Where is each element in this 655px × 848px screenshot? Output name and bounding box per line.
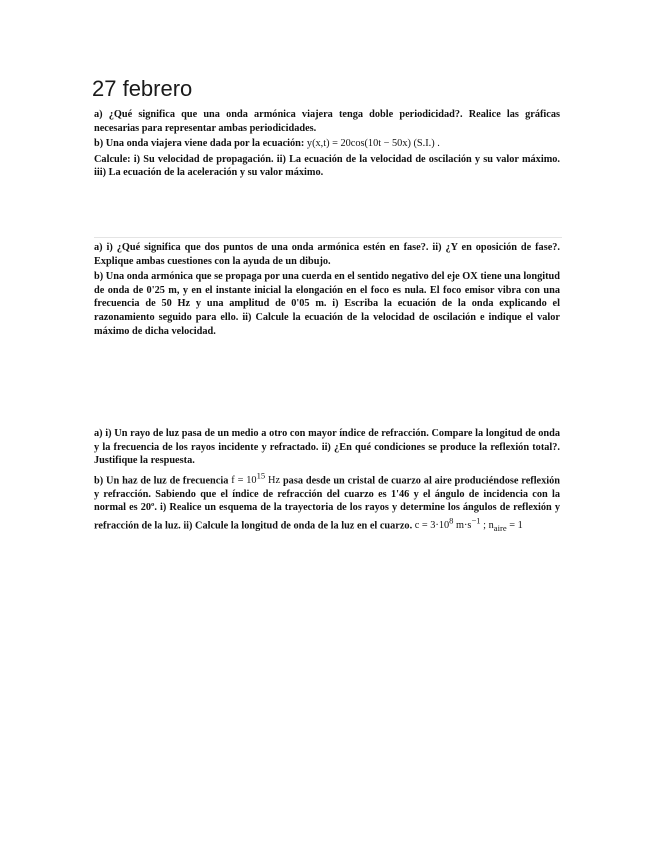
refractive-index-value: = 1 (506, 520, 523, 532)
question-1-part-c: Calcule: i) Su velocidad de propagación. ii) La ecuación de la velocidad de oscilación y su valor máximo. iii) La ecuación de la aceleración y su valor máximo. (94, 153, 560, 179)
speed-of-light-unit-exponent: −1 (471, 515, 481, 526)
si-units-note: (S.I.) . (413, 138, 440, 150)
question-3-part-b (94, 470, 560, 536)
speed-of-light-unit: m·s (453, 520, 472, 532)
question-3 (94, 427, 560, 538)
divider-1 (94, 237, 562, 238)
question-1 (94, 108, 560, 182)
frequency-exponent: 15 (256, 470, 266, 481)
question-2-part-a: a) i) ¿Qué significa que dos puntos de una onda armónica estén en fase?. ii) ¿Y en oposición de fase?. Explique ambas cuestiones con la ayuda de un dibujo. (94, 242, 560, 267)
question-1-part-b (94, 137, 560, 151)
speed-of-light: c = 3·10 (414, 520, 450, 532)
question-3-part-b-text-2: pasa desde un cristal de cuarzo al aire produciéndose reflexión y refracción. Sabiendo que el índice de refracción del cuarzo es 1'46 y el ángulo de incidencia con la normal es 20º. i) Realice un esquema de la trayectoria de los rayos y determine los ángulos de reflexión y refracción de la luz. ii) Calcule la longitud de onda de la luz en el cuarzo. (94, 475, 561, 532)
question-2-part-b: b) Una onda armónica que se propaga por una cuerda en el sentido negativo del eje OX tiene una longitud de onda de 0'25 m, y en el instante inicial la elongación en el foco es nula. El foco emisor vibra con una frecuencia de 50 Hz y una amplitud de 0'05 m. i) Escriba la ecuación de la onda explicando el razonamiento seguido para ello. ii) Calcule la ecuación de la velocidad de oscilación e indique el valor máximo de dicha velocidad. (94, 271, 560, 337)
wave-equation: y(x,t) = 20cos(10t − 50x) (306, 138, 411, 150)
question-3-part-a: a) i) Un rayo de luz pasa de un medio a otro con mayor índice de refracción. Compare la longitud de onda y la frecuencia de los rayos incidente y refractado. ii) ¿En qué condiciones se produce la reflexión total?. Justifique la respuesta. (94, 428, 560, 467)
page-title: 27 febrero (92, 76, 193, 101)
refractive-index-subscript: aire (493, 523, 507, 534)
question-1-part-b-text: b) Una onda viajera viene dada por la ecuación: (94, 138, 305, 150)
frequency-value (231, 470, 281, 487)
frequency-base: f = 10 (231, 475, 257, 487)
speed-of-light-exponent: 8 (449, 515, 454, 526)
frequency-unit: Hz (265, 475, 281, 487)
constants (414, 515, 523, 534)
question-2 (94, 241, 560, 340)
question-3-part-b-text-1: b) Un haz de luz de frecuencia (94, 475, 229, 487)
question-1-part-a: a) ¿Qué significa que una onda armónica viajera tenga doble periodicidad?. Realice las gráficas necesarias para representar ambas periodicidades. (94, 109, 560, 134)
refractive-index-symbol: ; n (480, 520, 494, 532)
